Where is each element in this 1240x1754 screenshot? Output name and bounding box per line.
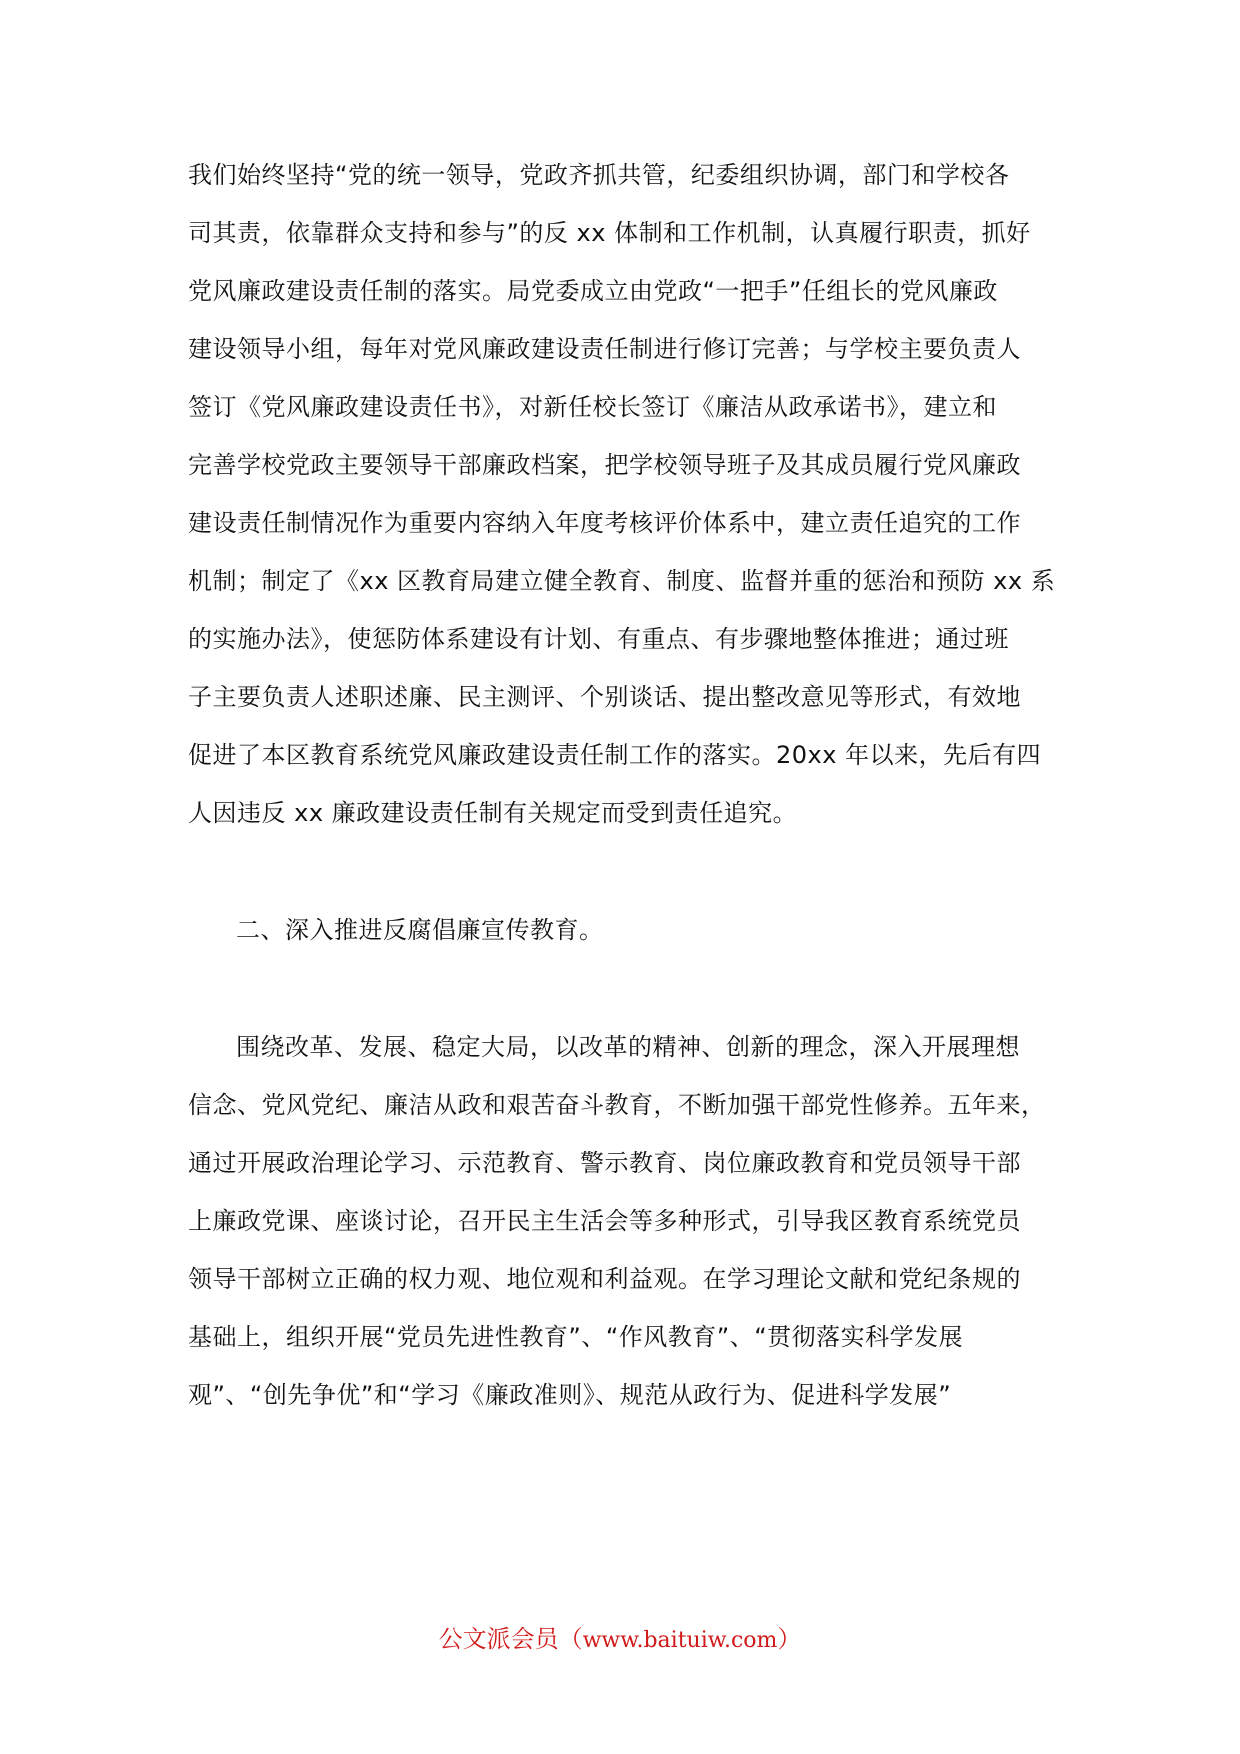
text-line: 促进了本区教育系统党风廉政建设责任制工作的落实。20xx 年以来，先后有四 [188,741,1042,769]
text-line: 观”、“创先争优”和“学习《廉政准则》、规范从政行为、促进科学发展” [188,1381,952,1409]
text-line: 上廉政党课、座谈讨论，召开民主生活会等多种形式，引导我区教育系统党员 [188,1207,1021,1235]
footer-suffix: ） [777,1625,802,1653]
footer-url[interactable]: www.baituiw.com [582,1628,778,1653]
text-line: 签订《党风廉政建设责任书》，对新任校长签订《廉洁从政承诺书》，建立和 [188,393,997,421]
text-line: 基础上，组织开展“党员先进性教育”、“作风教育”、“贯彻落实科学发展 [188,1323,964,1351]
text-line: 子主要负责人述职述廉、民主测评、个别谈话、提出整改意见等形式，有效地 [188,683,1021,711]
text-line: 完善学校党政主要领导干部廉政档案，把学校领导班子及其成员履行党风廉政 [188,451,1021,479]
text-line: 党风廉政建设责任制的落实。局党委成立由党政“一把手”任组长的党风廉政 [188,277,998,305]
text-line: 信念、党风党纪、廉洁从政和艰苦奋斗教育，不断加强干部党性修养。五年来， [188,1091,1046,1119]
text-line: 人因违反 xx 廉政建设责任制有关规定而受到责任追究。 [188,799,798,827]
text-line: 通过开展政治理论学习、示范教育、警示教育、岗位廉政教育和党员领导干部 [188,1149,1021,1177]
text-line: 建设责任制情况作为重要内容纳入年度考核评价体系中，建立责任追究的工作 [188,509,1021,537]
text-line: 领导干部树立正确的权力观、地位观和利益观。在学习理论文献和党纪条规的 [188,1265,1021,1293]
text-line: 司其责，依靠群众支持和参与”的反 xx 体制和工作机制，认真履行职责，抓好 [188,219,1031,247]
text-line: 的实施办法》，使惩防体系建设有计划、有重点、有步骤地整体推进；通过班 [188,625,1009,653]
footer-watermark [0,1622,1240,1658]
text-line: 建设领导小组，每年对党风廉政建设责任制进行修订完善；与学校主要负责人 [188,335,1021,363]
section-heading: 二、深入推进反腐倡廉宣传教育。 [236,916,604,944]
footer-prefix: 公文派会员（ [438,1625,583,1653]
text-line: 机制；制定了《xx 区教育局建立健全教育、制度、监督并重的惩治和预防 xx 系 [188,567,1056,595]
text-line: 围绕改革、发展、稳定大局，以改革的精神、创新的理念，深入开展理想 [236,1033,1020,1061]
text-line: 我们始终坚持“党的统一领导，党政齐抓共管，纪委组织协调，部门和学校各 [188,161,1010,189]
